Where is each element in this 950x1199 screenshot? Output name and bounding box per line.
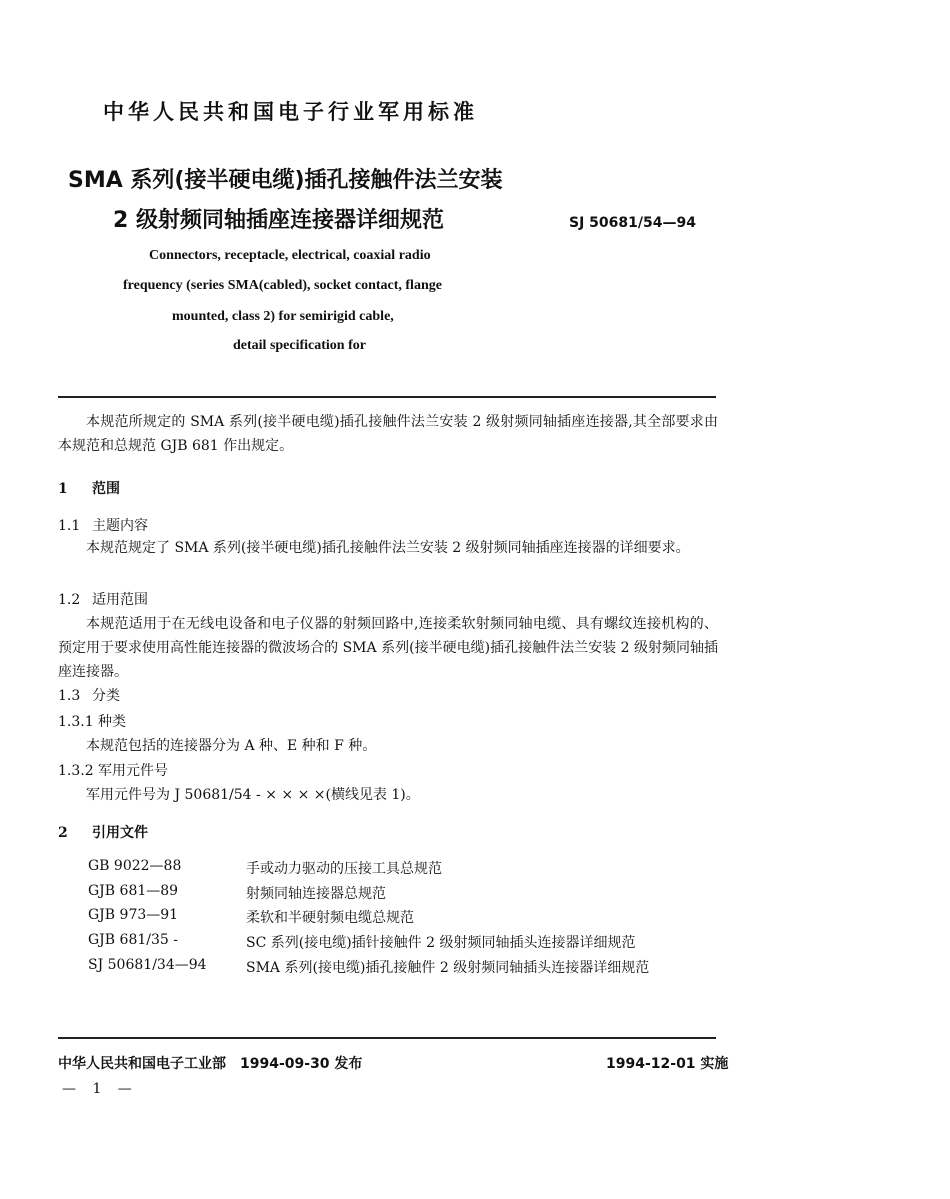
- spec-number: SJ 50681/54—94: [569, 215, 696, 231]
- section-number: 1.3: [58, 688, 81, 704]
- section-1-3-1-text: 本规范包括的连接器分为 A 种、E 种和 F 种。: [86, 738, 377, 754]
- section-1-1-text: 本规范规定了 SMA 系列(接半硬电缆)插孔接触件法兰安装 2 级射频同轴插座连接器的详细要求。: [86, 540, 690, 556]
- reference-code: GJB 681—89: [88, 883, 179, 899]
- section-1-1-heading: [58, 515, 148, 535]
- section-1-3-2-text: 军用元件号为 J 50681/54 - × × × ×(横线见表 1)。: [86, 787, 420, 803]
- reference-code: SJ 50681/34—94: [88, 957, 207, 973]
- reference-title: 射频同轴连接器总规范: [246, 886, 386, 902]
- section-number: 1.1: [58, 518, 81, 534]
- section-1-2-text: 本规范适用于在无线电设备和电子仪器的射频回路中,连接柔软射频同轴电缆、具有螺纹连接机构的、预定用于要求使用高性能连接器的微波场合的 SMA 系列(接半硬电缆)插孔接触件法兰安装 2 级射频同轴插座连接器。: [58, 616, 718, 680]
- section-1-3-1-heading: [58, 711, 126, 731]
- page-number: — 1 —: [62, 1081, 138, 1097]
- section-title: 范围: [92, 481, 120, 497]
- section-number: 2: [58, 825, 68, 841]
- reference-title: SC 系列(接电缆)插针接触件 2 级射频同轴插头连接器详细规范: [246, 935, 636, 951]
- title-cn-line2: 2 级射频同轴插座连接器详细规范: [113, 208, 444, 233]
- section-1-3-heading: [58, 685, 120, 705]
- title-en-line3: mounted, class 2) for semirigid cable,: [172, 309, 394, 324]
- reference-code: GJB 973—91: [88, 907, 179, 923]
- section-title: 适用范围: [92, 592, 148, 608]
- section-title: 种类: [98, 714, 126, 730]
- title-cn-line1: SMA 系列(接半硬电缆)插孔接触件法兰安装: [68, 168, 503, 193]
- reference-title: 柔软和半硬射频电缆总规范: [246, 910, 414, 926]
- reference-title: 手或动力驱动的压接工具总规范: [246, 861, 442, 877]
- section-number: 1.2: [58, 592, 81, 608]
- reference-title: SMA 系列(接电缆)插孔接触件 2 级射频同轴插头连接器详细规范: [246, 960, 650, 976]
- section-1-3-2-heading: [58, 760, 168, 780]
- footer-divider: [58, 1037, 716, 1039]
- org-title: 中华人民共和国电子行业军用标准: [103, 100, 478, 124]
- section-number: 1.3.2: [58, 763, 94, 779]
- section-number: 1.3.1: [58, 714, 94, 730]
- reference-code: GJB 681/35 -: [88, 932, 178, 948]
- header-divider: [58, 396, 716, 398]
- effective-date: 1994-12-01 实施: [606, 1056, 729, 1072]
- section-title: 主题内容: [92, 518, 148, 534]
- issuer-date: 中华人民共和国电子工业部 1994-09-30 发布: [58, 1056, 363, 1072]
- intro-paragraph: 本规范所规定的 SMA 系列(接半硬电缆)插孔接触件法兰安装 2 级射频同轴插座连接器,其全部要求由本规范和总规范 GJB 681 作出规定。: [58, 414, 718, 454]
- section-title: 军用元件号: [98, 763, 168, 779]
- title-en-line4: detail specification for: [233, 338, 366, 353]
- section-2-heading: [58, 822, 148, 842]
- section-1-2-heading: [58, 589, 148, 609]
- title-en-line2: frequency (series SMA(cabled), socket contact, flange: [123, 278, 442, 293]
- section-title: 引用文件: [92, 825, 148, 841]
- reference-code: GB 9022—88: [88, 858, 182, 874]
- section-number: 1: [58, 481, 68, 497]
- title-en-line1: Connectors, receptacle, electrical, coaxial radio: [149, 248, 431, 263]
- section-1-heading: [58, 478, 120, 498]
- section-title: 分类: [92, 688, 120, 704]
